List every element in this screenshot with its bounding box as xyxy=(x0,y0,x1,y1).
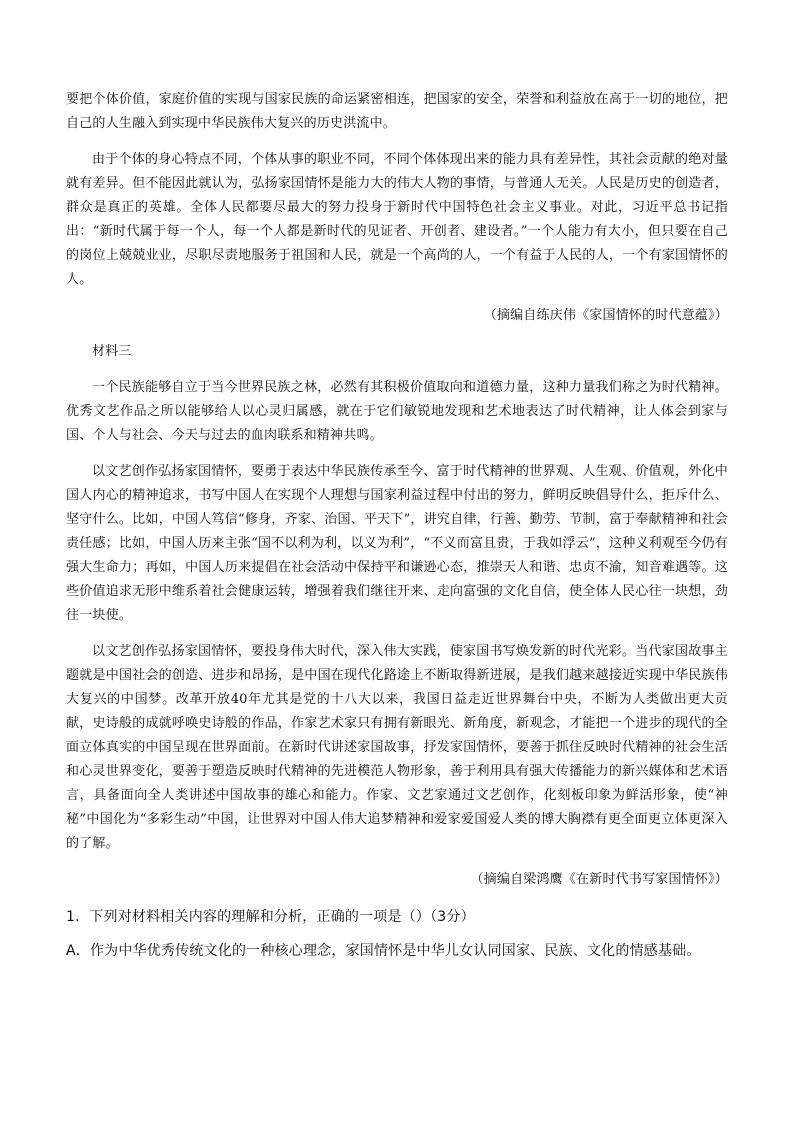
paragraph-time-spirit: 一个民族能够自立于当今世界民族之林，必然有其积极价值取向和道德力量，这种力量我们称之为时代精神。优秀文艺作品之所以能够给人以心灵归属感，就在于它们敏锐地发现和艺术地表达了时代精神，让人体会到家与国、个人与社会、今天与过去的血肉联系和精神共鸣。 xyxy=(66,380,728,443)
question-option-a: A．作为中华优秀传统文化的一种核心理念，家国情怀是中华儿女认同国家、民族、文化的情感基础。 xyxy=(66,943,701,959)
paragraph-values: 以文艺创作弘扬家国情怀，要勇于表达中华民族传承至今、富于时代精神的世界观、人生观、价值观，外化中国人内心的精神追求，书写中国人在实现个人理想与国家利益过程中付出的努力，鲜明反映倡导什么，拒斥什么、坚守什么。比如，中国人笃信“修身，齐家、治国、平天下”，讲究自律，行善、勤劳、节制，富于奉献精神和社会责任感；比如，中国人历来主张“国不以利为利，以义为利”，“不义而富且贵，于我如浮云”，这种义利观至今仍有强大生命力；再如，中国人历来提倡在社会活动中保持平和谦逊心态，推崇天人和谐、忠贞不渝，知音难遇等。这些价值追求无形中维系着社会健康运转，增强着我们继往开来、走向富强的文化自信，使全体人民心往一块想，劲往一块使。 xyxy=(66,464,728,623)
paragraph-new-era: 以文艺创作弘扬家国情怀，要投身伟大时代，深入伟大实践，使家国书写焕发新的时代光彩。当代家国故事主题就是中国社会的创造、进步和昂扬，是中国在现代化路途上不断取得新进展，是我们越来越接近实现中华民族伟大复兴的中国梦。改革开放40年尤其是党的十八大以来，我国日益走近世界舞台中央，不断为人类做出更大贡献，史诗般的成就呼唤史诗般的作品，作家艺术家只有拥有新眼光、新角度，新观念，才能把一个进步的现代的全面立体真实的中国呈现在世界面前。在新时代讲述家国故事，抒发家国情怀，要善于抓住反映时代精神的社会生活和心灵世界变化，要善于塑造反映时代精神的先进模范人物形象，善于利用具有强大传播能力的新兴媒体和艺术语言，具备面向全人类讲述中国故事的雄心和能力。作家、文艺家通过文艺创作，化刻板印象为鲜活形象，使“神秘”中国化为“多彩生动”中国，让世界对中国人伟大追梦精神和爱家爱国爱人类的博大胸襟有更全面更立体更深入的了解。 xyxy=(66,644,728,851)
question-stem: 1．下列对材料相关内容的理解和分析，正确的一项是（）（3分） xyxy=(66,909,475,925)
source-citation-1: （摘编自练庆伟《家国情怀的时代意蕴》） xyxy=(483,308,728,323)
paragraph-continued: 要把个体价值，家庭价值的实现与国家民族的命运紧密相连，把国家的安全，荣誉和利益放在高于一切的地位，把自己的人生融入到实现中华民族伟大复兴的历史洪流中。 xyxy=(66,92,728,131)
document-body xyxy=(66,88,728,964)
material-three-heading: 材料三 xyxy=(92,344,132,359)
source-citation-2: （摘编自梁鸿鹰《在新时代书写家国情怀》） xyxy=(470,872,728,887)
paragraph-individual-contribution: 由于个体的身心特点不同，个体从事的职业不同，不同个体体现出来的能力具有差异性，其社会贡献的绝对量就有差异。但不能因此就认为，弘扬家国情怀是能力大的伟大人物的事情，与普通人无关。人民是历史的创造者，群众是真正的英雄。全体人民都要尽最大的努力投身于新时代中国特色社会主义事业。对此，习近平总书记指出：“新时代属于每一个人，每一个人都是新时代的见证者、开创者、建设者。”一个人能力有大小，但只要在自己的岗位上兢兢业业，尽职尽责地服务于祖国和人民，就是一个高尚的人，一个有益于人民的人，一个有家国情怀的人。 xyxy=(66,152,728,287)
